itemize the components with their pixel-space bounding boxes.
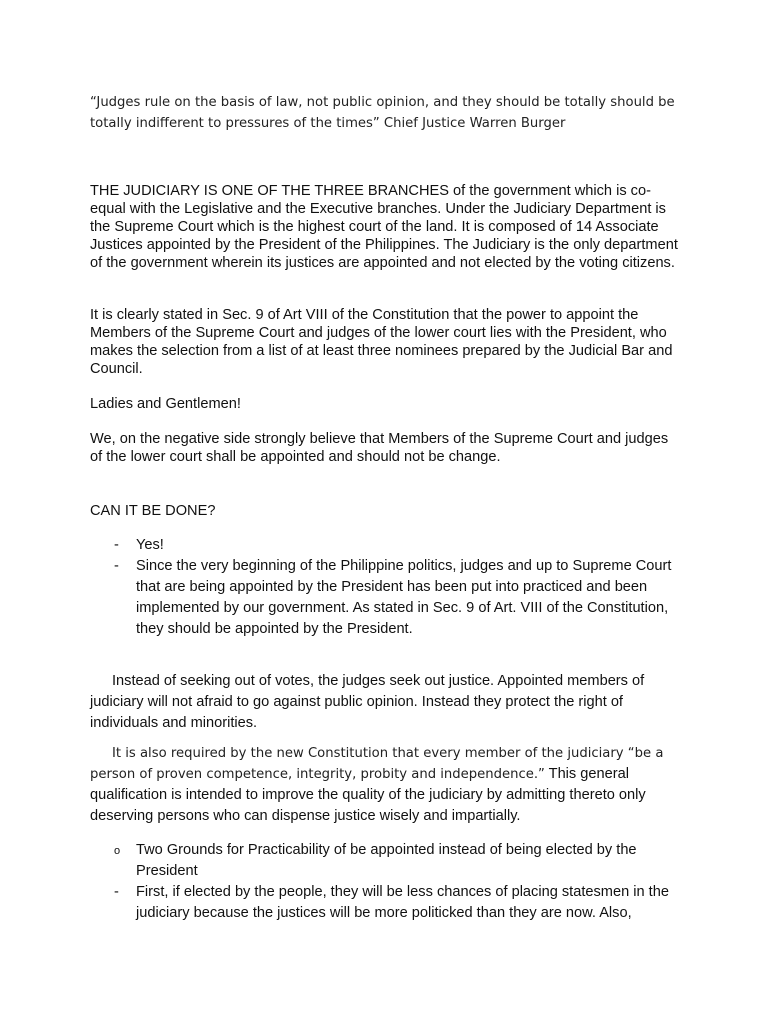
- paragraph-constitution-requirement: [90, 743, 680, 827]
- list-item-text: Since the very beginning of the Philippine politics, judges and up to Supreme Court that are being appointed by the President has been put into practiced and been implemented by our government. As stated in Sec. 9 of Art. VIII of the Constitution, they should be appointed by the President.: [136, 558, 672, 637]
- paragraph-seek-justice: Instead of seeking out of votes, the judges seek out justice. Appointed members of judiciary will not afraid to go against public opinion. Instead they protect the right of individuals and minorities.: [90, 673, 645, 731]
- dash-bullet: -: [114, 537, 119, 553]
- paragraph-negative-side: We, on the negative side strongly believe that Members of the Supreme Court and judges of the lower court shall be appointed and should not be change.: [90, 431, 669, 465]
- bullet-list-grounds: [90, 840, 690, 924]
- circle-bullet: o: [114, 845, 121, 857]
- list-item: [90, 535, 690, 556]
- list-item-text: First, if elected by the people, they will be less chances of placing statesmen in the judiciary because the justices will be more politicked than they are now. Also,: [136, 884, 669, 921]
- list-item-text: Yes!: [136, 537, 164, 553]
- list-item: [90, 556, 690, 640]
- paragraph-lead-text: It is also required by the new Constitution that every member of the judiciary “be a person of proven competence, integrity, probity and independence.”: [90, 746, 664, 782]
- dash-bullet: -: [114, 558, 119, 574]
- paragraph-judiciary-intro: THE JUDICIARY IS ONE OF THE THREE BRANCHES of the government which is co-equal with the Legislative and the Executive branches. Under the Judiciary Department is the Supreme Court which is the highest court of the land. It is composed of 14 Associate Justices appointed by the President of the Philippines. The Judiciary is the only department of the government wherein its justices are appointed and not elected by the voting citizens.: [90, 183, 678, 271]
- paragraph-rest-text: This general qualification is intended to improve the quality of the judiciary by admitting thereto only deserving persons who can dispense justice wisely and impartially.: [90, 766, 646, 824]
- list-item-text: Two Grounds for Practicability of be appointed instead of being elected by the President: [136, 842, 637, 879]
- paragraph-constitution-sec9: It is clearly stated in Sec. 9 of Art VIII of the Constitution that the power to appoint the Members of the Supreme Court and judges of the lower court lies with the President, who makes the selection from a list of at least three nominees prepared by the Judicial Bar and Council.: [90, 307, 673, 377]
- opening-quote: “Judges rule on the basis of law, not public opinion, and they should be totally should be totally indifferent to pressures of the times” Chief Justice Warren Burger: [90, 95, 675, 131]
- section-heading: CAN IT BE DONE?: [90, 503, 216, 519]
- paragraph-salutation: Ladies and Gentlemen!: [90, 396, 241, 412]
- list-item: [90, 882, 690, 924]
- list-item: [90, 840, 690, 882]
- bullet-list-can-it-be-done: [90, 535, 690, 640]
- dash-bullet: -: [114, 884, 119, 900]
